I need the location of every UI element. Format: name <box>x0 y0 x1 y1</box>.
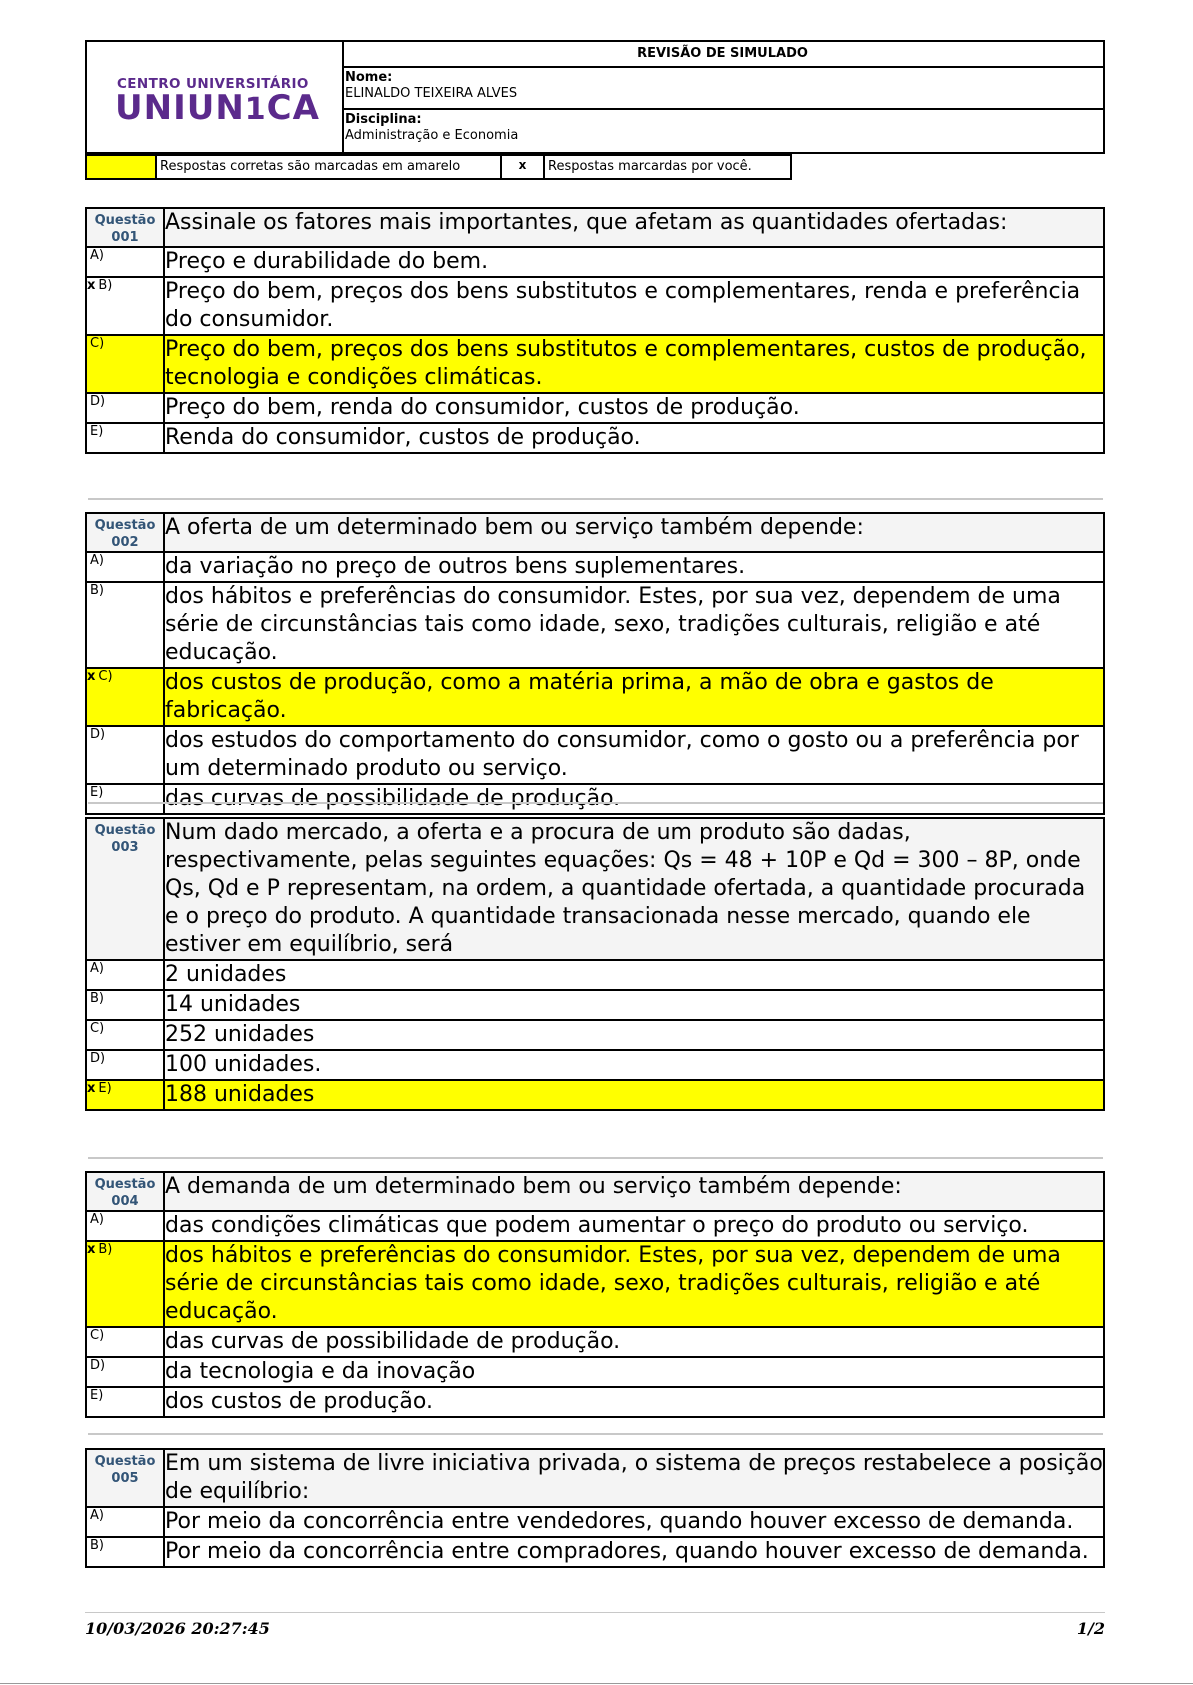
option-text: 252 unidades <box>164 1020 1104 1050</box>
answer-option <box>86 990 1104 1020</box>
option-text: 14 unidades <box>164 990 1104 1020</box>
option-letter: E) <box>90 424 104 439</box>
question-002 <box>85 512 1105 815</box>
option-text: da variação no preço de outros bens suplementares. <box>164 552 1104 582</box>
option-letter: C) <box>90 1021 105 1036</box>
option-label-cell <box>86 668 164 726</box>
answer-option <box>86 335 1104 393</box>
option-label-cell <box>86 784 164 814</box>
answer-option <box>86 1211 1104 1241</box>
option-label-cell <box>86 1050 164 1080</box>
option-label-cell <box>86 552 164 582</box>
question-number-cell <box>86 513 164 552</box>
answer-option <box>86 960 1104 990</box>
question-number-cell <box>86 1449 164 1507</box>
question-header <box>86 208 1104 247</box>
option-label-cell <box>86 423 164 453</box>
option-label-cell <box>86 960 164 990</box>
question-header <box>86 513 1104 552</box>
answer-option <box>86 1327 1104 1357</box>
discipline-value: Administração e Economia <box>345 128 519 143</box>
option-label-cell <box>86 1357 164 1387</box>
option-label-cell <box>86 582 164 668</box>
option-letter: B) <box>98 1242 113 1257</box>
answer-option <box>86 726 1104 784</box>
question-label: Questão <box>94 518 156 533</box>
question-label: Questão <box>94 1454 156 1469</box>
option-text: das curvas de possibilidade de produção. <box>164 784 1104 814</box>
option-text: Preço do bem, preços dos bens substitutos e complementares, renda e preferência do consumidor. <box>164 277 1104 335</box>
page-title: REVISÃO DE SIMULADO <box>342 42 1103 68</box>
answer-option <box>86 668 1104 726</box>
option-letter: D) <box>90 394 106 409</box>
question-number: 001 <box>111 230 139 245</box>
question-label: Questão <box>94 213 156 228</box>
option-label-cell <box>86 277 164 335</box>
option-label-cell <box>86 247 164 277</box>
question-number-cell <box>86 818 164 960</box>
legend <box>85 154 792 180</box>
option-label-cell <box>86 1020 164 1050</box>
question-number-cell <box>86 1172 164 1211</box>
option-label-cell <box>86 726 164 784</box>
answer-option <box>86 1080 1104 1110</box>
option-text: Renda do consumidor, custos de produção. <box>164 423 1104 453</box>
option-text: das curvas de possibilidade de produção. <box>164 1327 1104 1357</box>
answer-option <box>86 582 1104 668</box>
option-letter: C) <box>98 669 113 684</box>
answer-option <box>86 1507 1104 1537</box>
option-letter: D) <box>90 1358 106 1373</box>
legend-correct-text: Respostas corretas são marcadas em amarelo <box>155 154 502 180</box>
question-number: 005 <box>111 1471 139 1486</box>
option-text: 100 unidades. <box>164 1050 1104 1080</box>
option-text: dos custos de produção, como a matéria prima, a mão de obra e gastos de fabricação. <box>164 668 1104 726</box>
selected-mark: x <box>87 669 96 684</box>
question-003 <box>85 817 1105 1111</box>
answer-option <box>86 552 1104 582</box>
option-label-cell <box>86 393 164 423</box>
option-label-cell <box>86 1327 164 1357</box>
logo-subtitle: CENTRO UNIVERSITÁRIO <box>117 76 309 92</box>
option-text: Por meio da concorrência entre compradores, quando houver excesso de demanda. <box>164 1537 1104 1567</box>
answer-option <box>86 247 1104 277</box>
question-header <box>86 818 1104 960</box>
option-label-cell <box>86 1241 164 1327</box>
logo <box>87 42 344 152</box>
answer-option <box>86 1357 1104 1387</box>
separator <box>88 1157 1103 1159</box>
question-header <box>86 1172 1104 1211</box>
name-label: Nome: <box>345 70 393 85</box>
option-label-cell <box>86 990 164 1020</box>
option-letter: C) <box>90 336 105 351</box>
answer-option <box>86 423 1104 453</box>
answer-option <box>86 784 1104 814</box>
question-number: 003 <box>111 840 139 855</box>
option-letter: B) <box>90 991 104 1006</box>
option-letter: A) <box>90 1212 104 1227</box>
option-letter: B) <box>90 583 104 598</box>
legend-marked-text: Respostas marcardas por você. <box>543 154 792 180</box>
option-text: dos hábitos e preferências do consumidor. Estes, por sua vez, dependem de uma série de circunstâncias tais como idade, sexo, tradições culturais, religião e até educação. <box>164 1241 1104 1327</box>
option-letter: A) <box>90 1508 104 1523</box>
question-text: A oferta de um determinado bem ou serviço também depende: <box>164 513 1104 552</box>
option-text: Preço do bem, preços dos bens substitutos e complementares, custos de produção, tecnologia e condições climáticas. <box>164 335 1104 393</box>
option-letter: B) <box>90 1538 104 1553</box>
selected-mark: x <box>87 1242 96 1257</box>
footer-page-number: 1/2 <box>1076 1619 1105 1638</box>
option-label-cell <box>86 1211 164 1241</box>
answer-option <box>86 1020 1104 1050</box>
question-004 <box>85 1171 1105 1418</box>
separator <box>88 1433 1103 1435</box>
footer-datetime: 10/03/2026 20:27:45 <box>85 1619 270 1638</box>
answer-option <box>86 1241 1104 1327</box>
option-letter: C) <box>90 1328 105 1343</box>
question-text: A demanda de um determinado bem ou serviço também depende: <box>164 1172 1104 1211</box>
option-text: 188 unidades <box>164 1080 1104 1110</box>
option-text: Preço do bem, renda do consumidor, custos de produção. <box>164 393 1104 423</box>
question-label: Questão <box>94 1177 156 1192</box>
answer-option <box>86 1537 1104 1567</box>
question-number-cell <box>86 208 164 247</box>
option-text: dos custos de produção. <box>164 1387 1104 1417</box>
option-label-cell <box>86 1507 164 1537</box>
answer-option <box>86 1050 1104 1080</box>
option-text: Por meio da concorrência entre vendedores, quando houver excesso de demanda. <box>164 1507 1104 1537</box>
option-text: Preço e durabilidade do bem. <box>164 247 1104 277</box>
name-value: ELINALDO TEIXEIRA ALVES <box>345 86 518 101</box>
option-letter: D) <box>90 1051 106 1066</box>
question-number: 002 <box>111 535 139 550</box>
option-letter: A) <box>90 553 104 568</box>
header-block <box>85 40 1105 154</box>
question-text: Num dado mercado, a oferta e a procura de um produto são dadas, respectivamente, pelas seguintes equações: Qs = 48 + 10P e Qd = 300 – 8P, onde Qs, Qd e P representam, na ordem, a quantidade ofertada, a quantidade procurada e o preço do produto. A quantidade transacionada nesse mercado, quando ele estiver em equilíbrio, será <box>164 818 1104 960</box>
option-letter: A) <box>90 961 104 976</box>
answer-option <box>86 277 1104 335</box>
option-label-cell <box>86 1080 164 1110</box>
option-label-cell <box>86 1537 164 1567</box>
option-text: 2 unidades <box>164 960 1104 990</box>
option-letter: A) <box>90 248 104 263</box>
page-bottom-rule <box>0 1683 1193 1684</box>
question-001 <box>85 207 1105 454</box>
separator <box>88 498 1103 500</box>
name-row <box>342 66 1103 110</box>
selected-mark: x <box>87 278 96 293</box>
answer-option <box>86 393 1104 423</box>
option-letter: D) <box>90 727 106 742</box>
option-letter: E) <box>98 1081 112 1096</box>
legend-yellow-swatch <box>85 154 157 180</box>
option-text: das condições climáticas que podem aumentar o preço do produto ou serviço. <box>164 1211 1104 1241</box>
separator <box>88 802 1103 804</box>
footer <box>85 1612 1105 1638</box>
discipline-label: Disciplina: <box>345 112 422 127</box>
question-text: Assinale os fatores mais importantes, que afetam as quantidades ofertadas: <box>164 208 1104 247</box>
option-letter: B) <box>98 278 113 293</box>
selected-mark: x <box>87 1081 96 1096</box>
option-text: dos estudos do comportamento do consumidor, como o gosto ou a preferência por um determinado produto ou serviço. <box>164 726 1104 784</box>
logo-wordmark: UNIUN1CA <box>115 88 320 128</box>
option-letter: E) <box>90 1388 104 1403</box>
option-text: da tecnologia e da inovação <box>164 1357 1104 1387</box>
question-header <box>86 1449 1104 1507</box>
question-text: Em um sistema de livre iniciativa privada, o sistema de preços restabelece a posição de equilíbrio: <box>164 1449 1104 1507</box>
legend-marked-symbol: x <box>500 154 545 180</box>
question-number: 004 <box>111 1194 139 1209</box>
discipline-row <box>342 108 1103 152</box>
option-text: dos hábitos e preferências do consumidor. Estes, por sua vez, dependem de uma série de circunstâncias tais como idade, sexo, tradições culturais, religião e até educação. <box>164 582 1104 668</box>
option-letter: E) <box>90 785 104 800</box>
question-label: Questão <box>94 823 156 838</box>
option-label-cell <box>86 1387 164 1417</box>
question-005 <box>85 1448 1105 1568</box>
option-label-cell <box>86 335 164 393</box>
answer-option <box>86 1387 1104 1417</box>
